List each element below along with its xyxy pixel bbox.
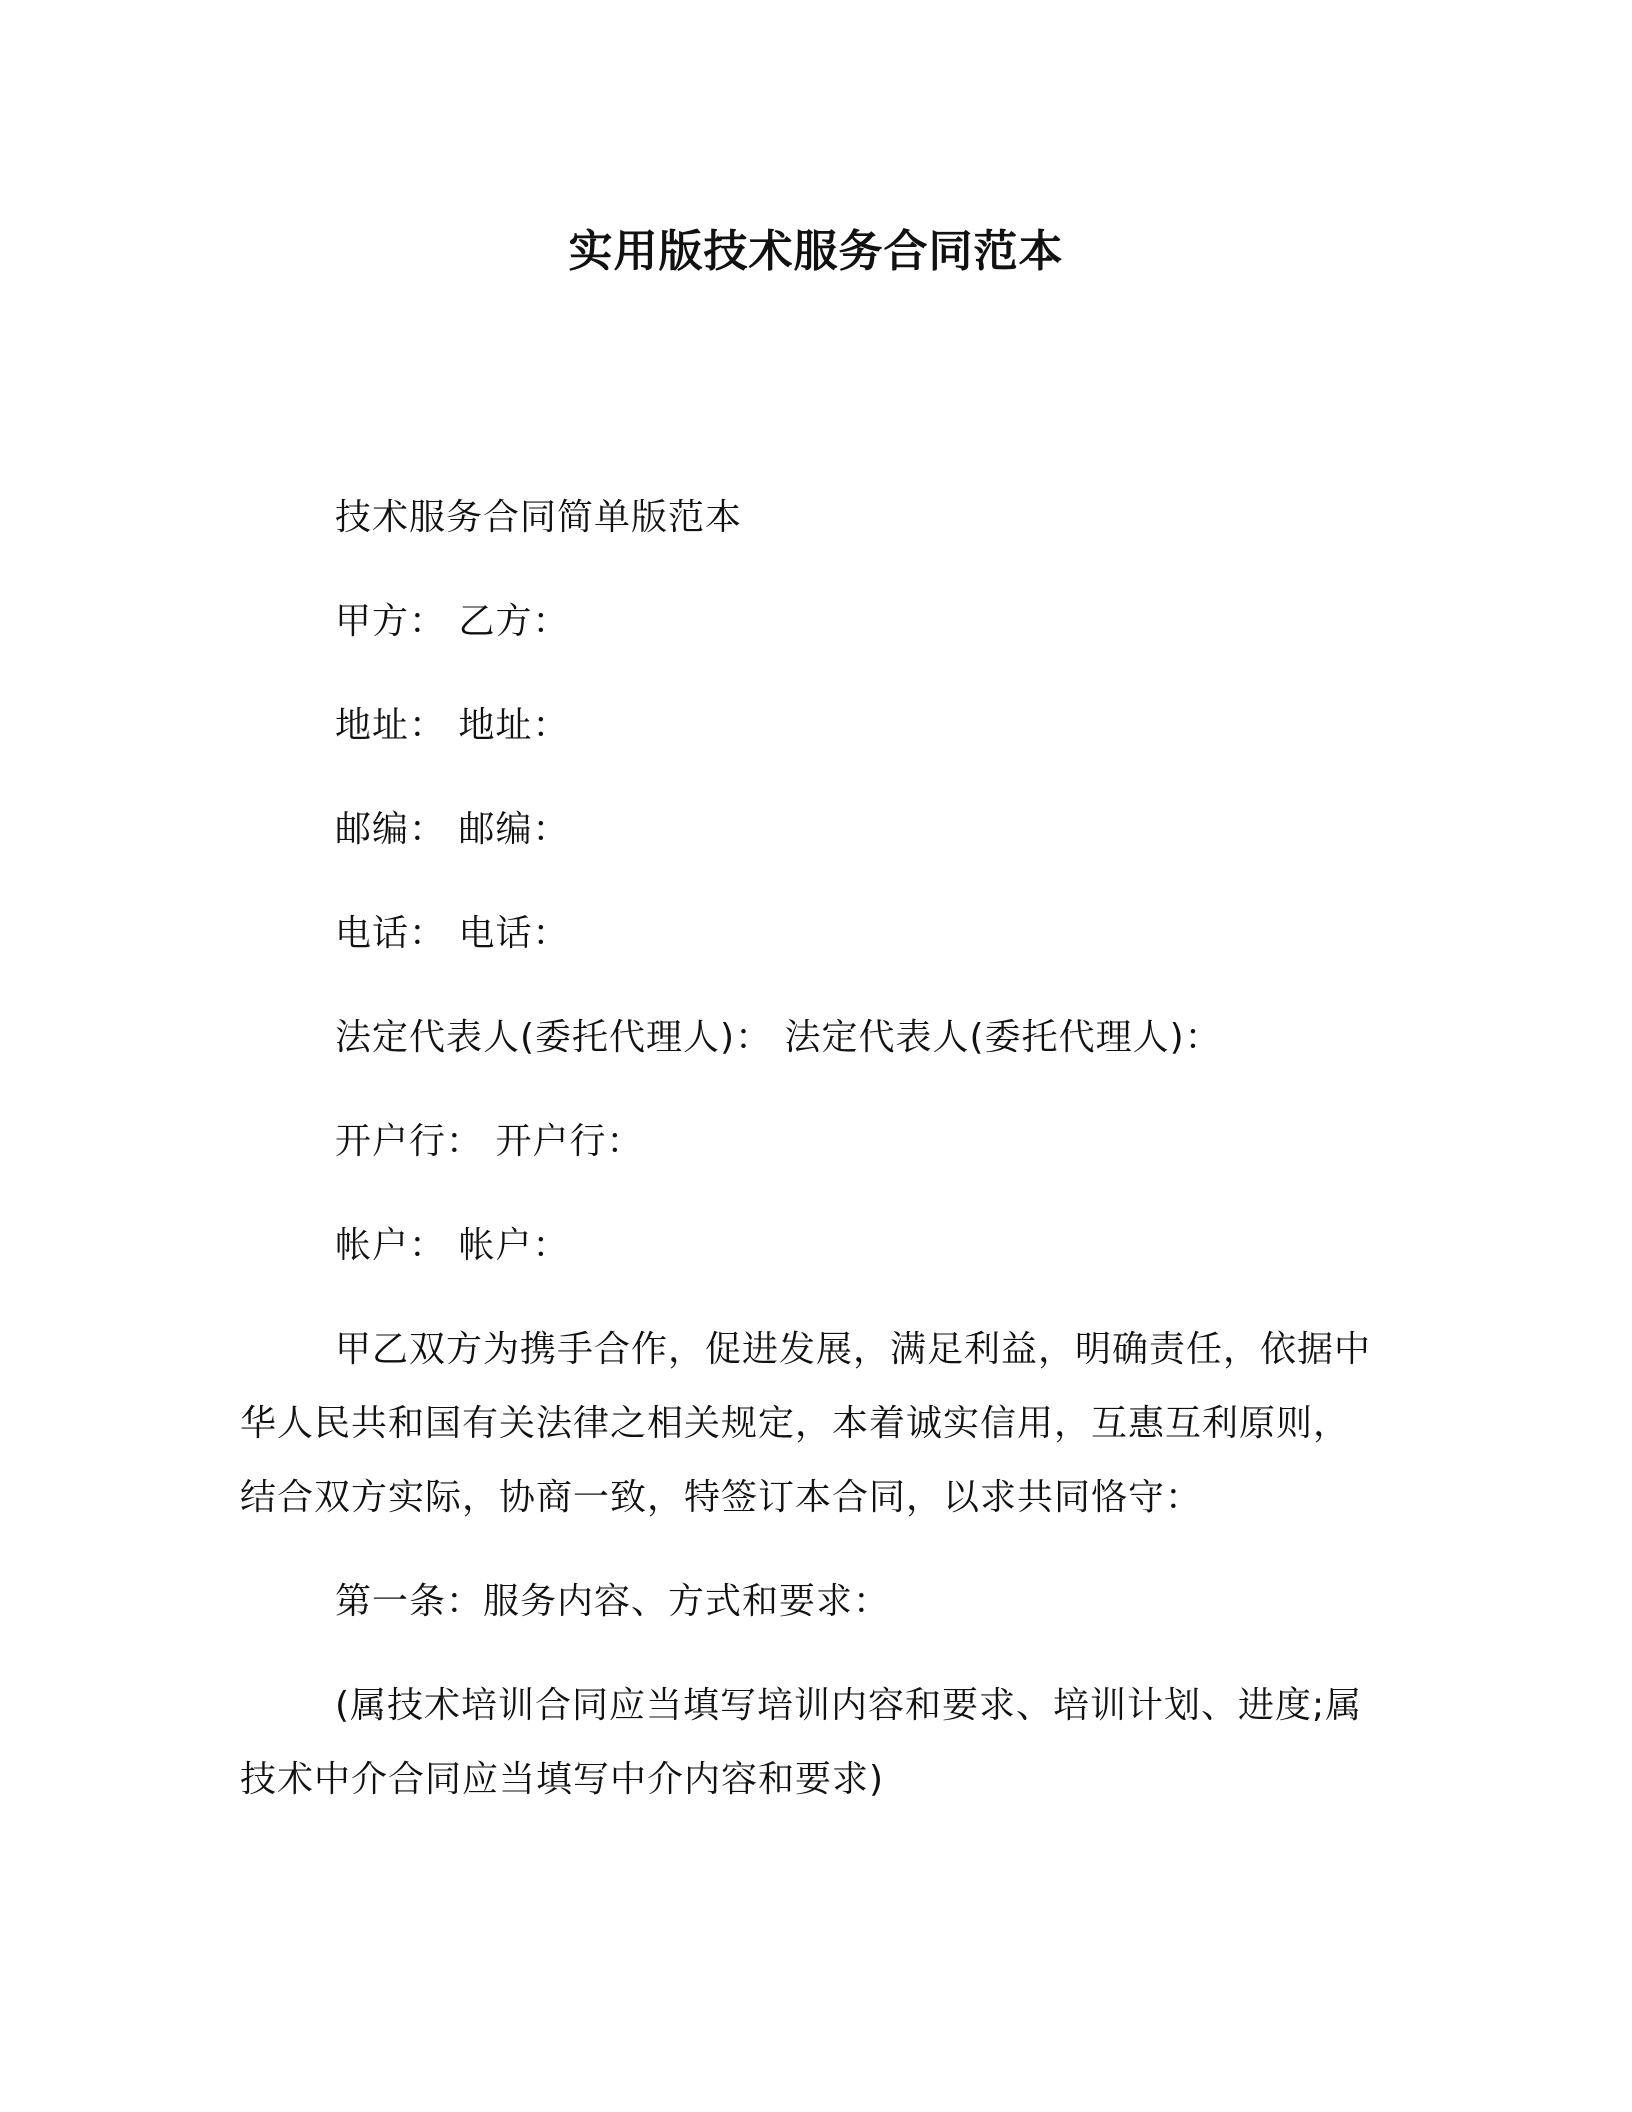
document-title: 实用版技术服务合同范本	[568, 226, 1064, 277]
intro-paragraph-line: 华人民共和国有关法律之相关规定，本着诚实信用，互惠互利原则，	[240, 1403, 1351, 1444]
intro-paragraph-line: 甲乙双方为携手合作，促进发展，满足利益，明确责任，依据中	[335, 1329, 1372, 1370]
field-postcode-line: 邮编： 邮编：	[335, 809, 570, 850]
document-subtitle: 技术服务合同简单版范本	[335, 497, 743, 538]
field-account-line: 帐户： 帐户：	[335, 1225, 570, 1266]
field-bank-line: 开户行： 开户行：	[335, 1121, 644, 1162]
intro-paragraph-line: 结合双方实际，协商一致，特签订本合同，以求共同恪守：	[240, 1477, 1203, 1518]
article-1-note-line: (属技术培训合同应当填写培训内容和要求、培训计划、进度;属	[335, 1685, 1363, 1726]
article-1-heading: 第一条：服务内容、方式和要求：	[335, 1581, 891, 1622]
field-party-line: 甲方： 乙方：	[335, 601, 570, 642]
field-legal-representative-line: 法定代表人(委托代理人)： 法定代表人(委托代理人)：	[335, 1017, 1222, 1058]
article-1-note-line: 技术中介合同应当填写中介内容和要求)	[240, 1759, 885, 1800]
field-phone-line: 电话： 电话：	[335, 913, 570, 954]
field-address-line: 地址： 地址：	[335, 705, 570, 746]
